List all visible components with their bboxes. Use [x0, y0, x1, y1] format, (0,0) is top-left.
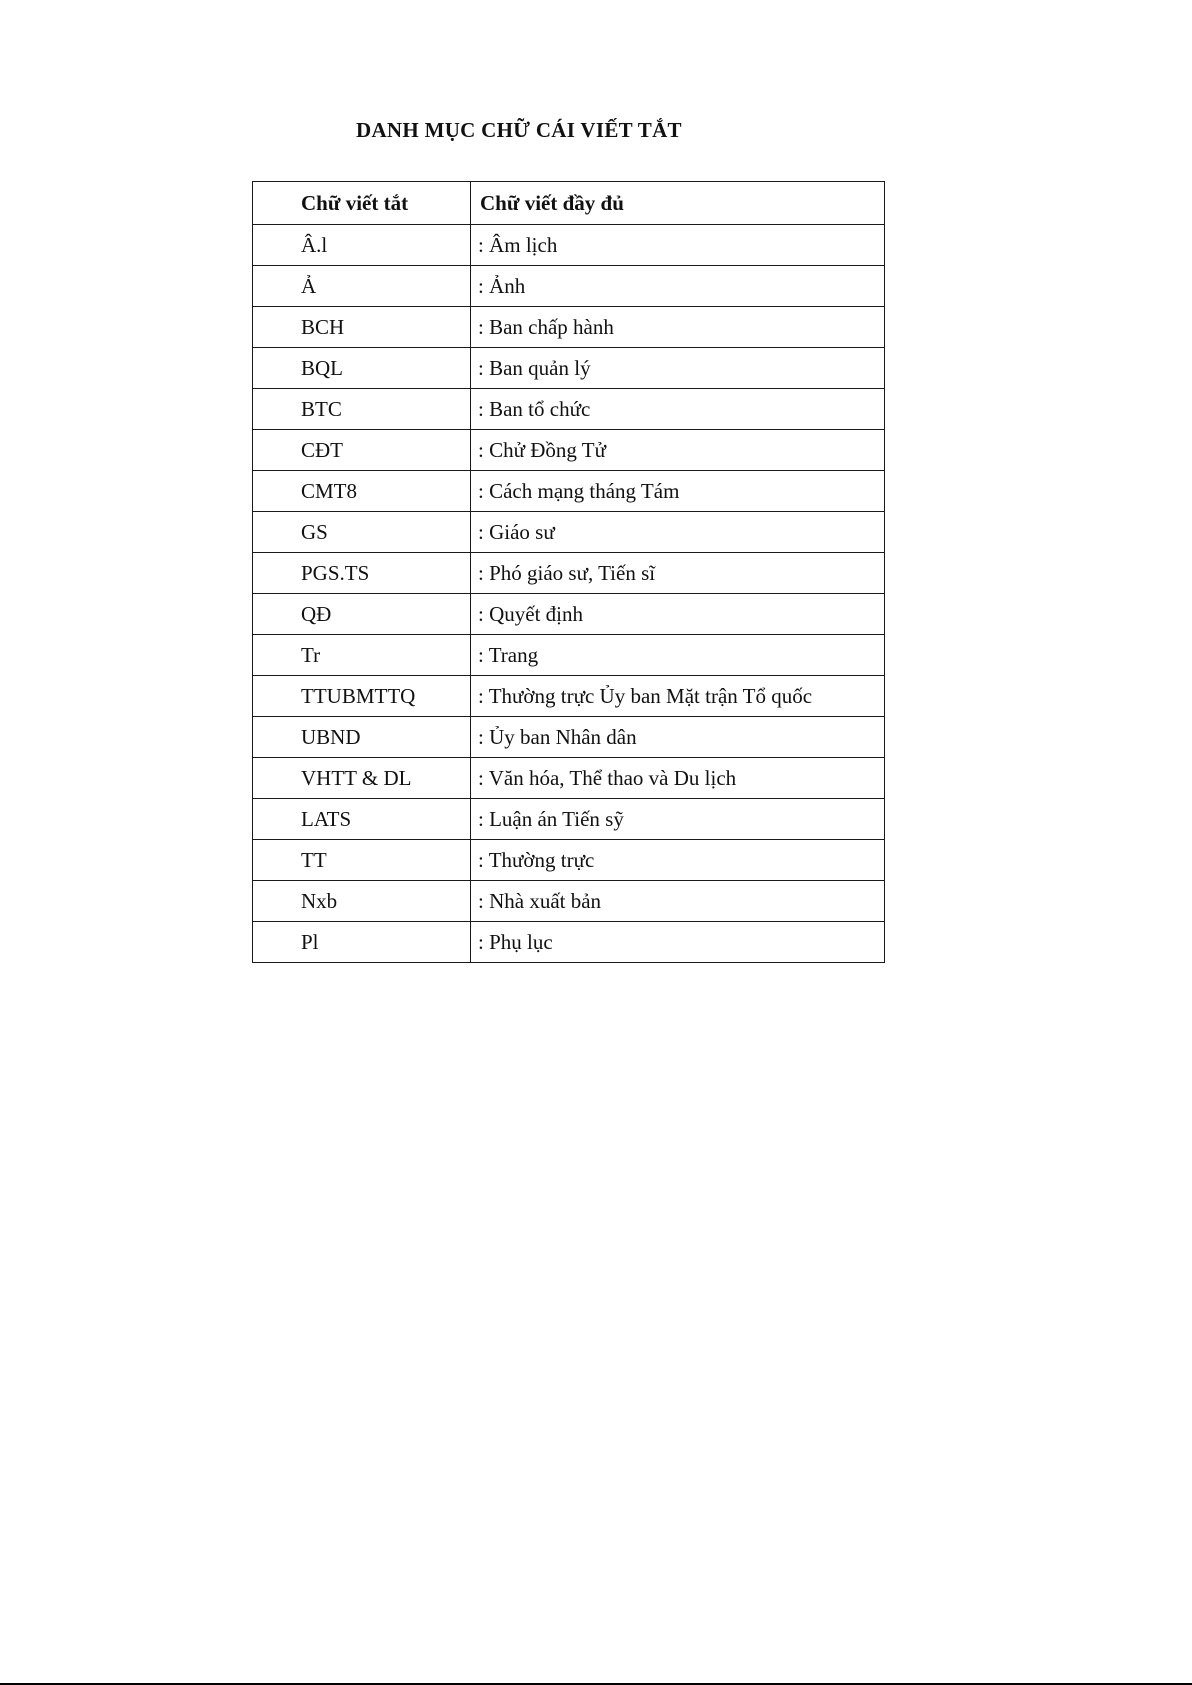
table-row [253, 881, 885, 922]
table-row [253, 225, 885, 266]
full-form-cell: : Quyết định [471, 594, 885, 635]
table-row [253, 430, 885, 471]
table-header-row [253, 182, 885, 225]
abbreviation-cell: CĐT [253, 430, 471, 471]
table-row [253, 635, 885, 676]
abbreviation-cell: Nxb [253, 881, 471, 922]
full-form-cell: : Luận án Tiến sỹ [471, 799, 885, 840]
full-form-cell: : Ban tổ chức [471, 389, 885, 430]
full-form-cell: : Thường trực [471, 840, 885, 881]
full-form-cell: : Chử Đồng Tử [471, 430, 885, 471]
abbreviation-table [252, 181, 885, 963]
full-form-cell: : Âm lịch [471, 225, 885, 266]
table-row [253, 799, 885, 840]
full-form-cell: : Ủy ban Nhân dân [471, 717, 885, 758]
abbreviation-cell: BQL [253, 348, 471, 389]
table-row [253, 922, 885, 963]
table-row [253, 758, 885, 799]
full-form-cell: : Thường trực Ủy ban Mặt trận Tổ quốc [471, 676, 885, 717]
table-row [253, 676, 885, 717]
full-form-cell: : Nhà xuất bản [471, 881, 885, 922]
table-row [253, 594, 885, 635]
abbreviation-cell: LATS [253, 799, 471, 840]
abbreviation-cell: QĐ [253, 594, 471, 635]
abbreviation-cell: BCH [253, 307, 471, 348]
full-form-cell: : Ban quản lý [471, 348, 885, 389]
table-row [253, 389, 885, 430]
full-form-cell: : Giáo sư [471, 512, 885, 553]
abbreviation-cell: BTC [253, 389, 471, 430]
abbreviation-cell: GS [253, 512, 471, 553]
page-title: DANH MỤC CHỮ CÁI VIẾT TẮT [356, 118, 682, 142]
abbreviation-cell: TT [253, 840, 471, 881]
abbreviation-cell: CMT8 [253, 471, 471, 512]
full-form-cell: : Ban chấp hành [471, 307, 885, 348]
abbreviation-cell: Ả [253, 266, 471, 307]
table-row [253, 717, 885, 758]
abbreviation-cell: UBND [253, 717, 471, 758]
full-form-cell: : Phụ lục [471, 922, 885, 963]
full-form-cell: : Phó giáo sư, Tiến sĩ [471, 553, 885, 594]
full-form-cell: : Văn hóa, Thể thao và Du lịch [471, 758, 885, 799]
table-row [253, 840, 885, 881]
full-form-cell: : Ảnh [471, 266, 885, 307]
full-form-cell: : Cách mạng tháng Tám [471, 471, 885, 512]
table-row [253, 553, 885, 594]
abbreviation-cell: VHTT & DL [253, 758, 471, 799]
header-abbreviation: Chữ viết tắt [253, 182, 471, 225]
abbreviation-cell: TTUBMTTQ [253, 676, 471, 717]
header-full-form: Chữ viết đầy đủ [471, 182, 885, 225]
table-row [253, 307, 885, 348]
abbreviation-cell: PGS.TS [253, 553, 471, 594]
abbreviation-cell: Pl [253, 922, 471, 963]
abbreviation-cell: Â.l [253, 225, 471, 266]
full-form-cell: : Trang [471, 635, 885, 676]
abbreviation-cell: Tr [253, 635, 471, 676]
table-row [253, 266, 885, 307]
table-row [253, 512, 885, 553]
table-row [253, 348, 885, 389]
table-row [253, 471, 885, 512]
